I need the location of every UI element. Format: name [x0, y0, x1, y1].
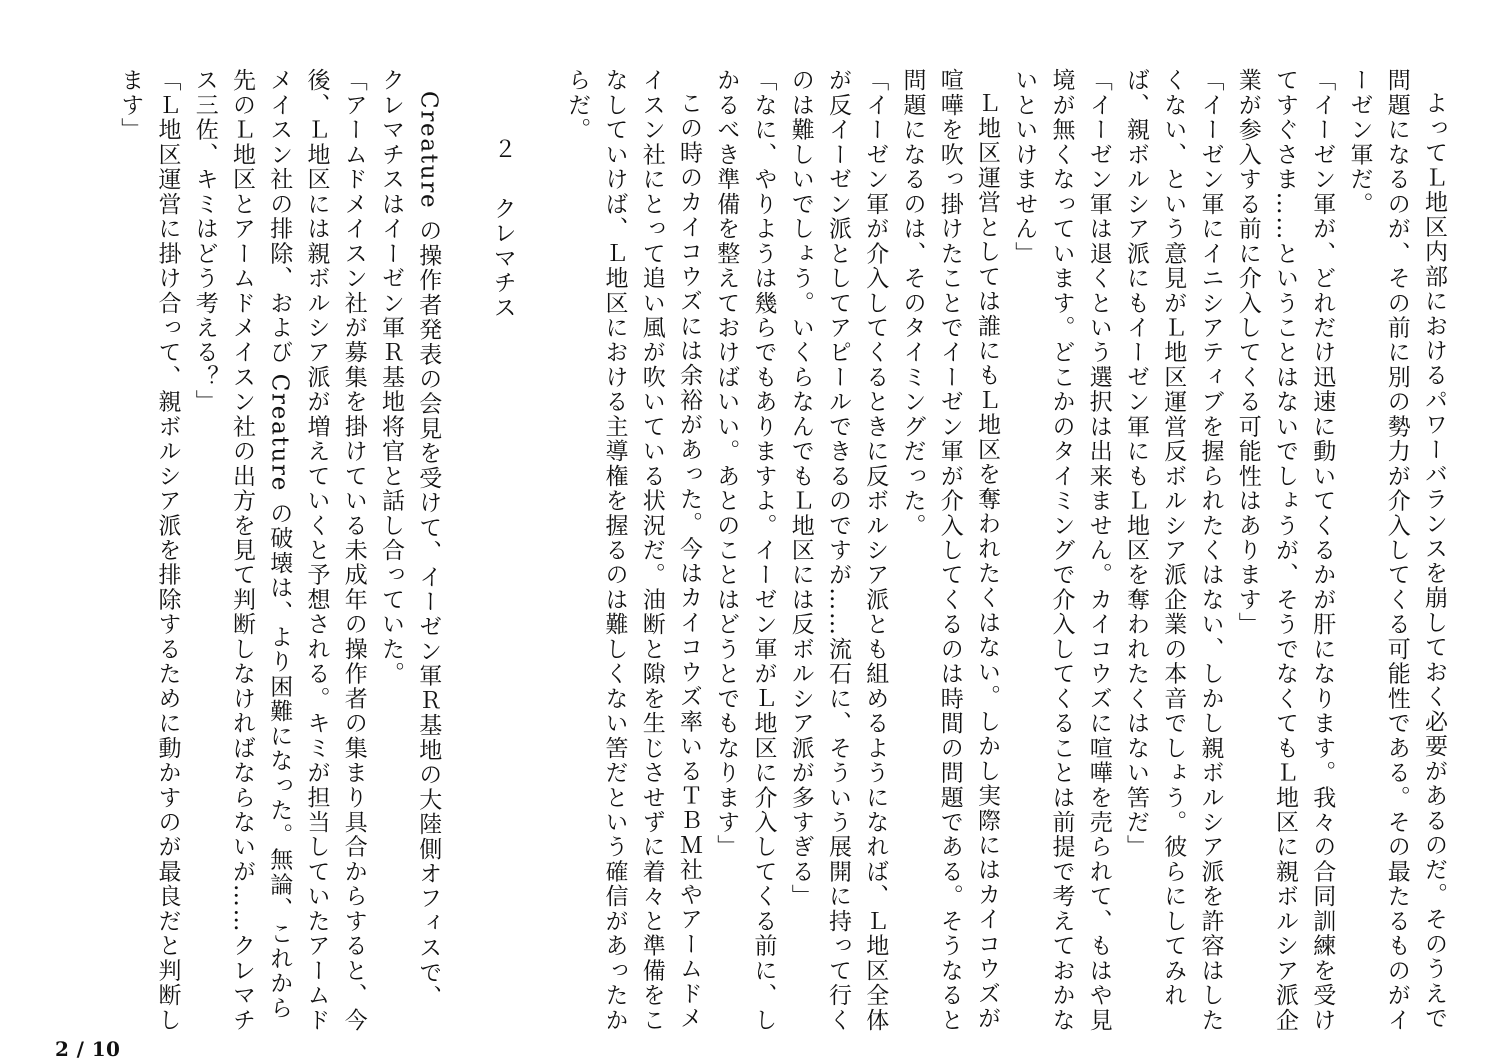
chapter-number: ２ [489, 137, 516, 162]
chapter-title: クレマチス [489, 196, 516, 320]
document-body [52, 68, 1452, 1033]
dialogue-paragraph: 「イーゼン軍は退くという選択は出来ません。カイコウズに喧嘩を売られて、もはや見境が無くなっています。どこかのタイミングで介入してくることは前提で考えておかないといけません」 [1011, 68, 1112, 1033]
dialogue-paragraph: 「アームドメイスン社が募集を掛けている未成年の操作者の集まり具合からすると、今後、Ｌ地区には親ボルシア派が増えていくと予想される。キミが担当していたアームドメイスン社の排除、および Creature の破壊は、より困難になった。無論、これから先のＬ地区とアームドメイスン社の出方を見て判断しなければならないが……クレマチス三佐、キミはどう考える？」 [191, 68, 367, 1033]
dialogue-paragraph: 「イーゼン軍が介入してくるときに反ボルシア派とも組めるようになれば、Ｌ地区全体が反イーゼン派としてアピールできるのですが……流石に、そういう展開に持って行くのは難しいでしょう。いくらなんでもＬ地区には反ボルシア派が多すぎる」 [787, 68, 889, 1033]
blank-line [521, 68, 558, 1033]
blank-line [446, 68, 483, 1033]
paragraph: この時のカイコウズには余裕があった。今はカイコウズ率いるＴＢＭ社やアームドメイスン社にとって追い風が吹いている状況だ。油断と隙を生じさせずに着々と準備をこなしていけば、Ｌ地区における主導権を握るのは難しくない筈だという確信があったからだ。 [564, 68, 702, 1033]
dialogue-paragraph: 「なに、やりようは幾らでもありますよ。イーゼン軍がＬ地区に介入してくる前に、しかるべき準備を整えておけばいい。あとのことはどうとでもなります」 [713, 68, 777, 1033]
dialogue-paragraph: 「イーゼン軍が、どれだけ迅速に動いてくるかが肝になります。我々の合同訓練を受けてすぐさま……ということはないでしょうが、そうでなくてもＬ地区に親ボルシア派企業が参入する前に介入してくる可能性はあります」 [1234, 68, 1336, 1033]
chapter-heading [484, 68, 521, 1033]
paragraph: Ｌ地区運営としては誰にもＬ地区を奪われたくはない。しかし実際にはカイコウズが喧嘩を吹っ掛けたことでイーゼン軍が介入してくるのは時間の問題である。そうなると問題になるのは、そのタイミングだった。 [899, 68, 1000, 1033]
dialogue-paragraph: 「イーゼン軍にイニシアティブを握られたくはない、しかし親ボルシア派を許容はしたくない、という意見がＬ地区運営反ボルシア派企業の本音でしょう。彼らにしてみれば、親ボルシア派にもイーゼン軍にもＬ地区を奪われたくはない筈だ」 [1123, 68, 1224, 1033]
paragraph: Creature の操作者発表の会見を受けて、イーゼン軍Ｒ基地の大陸側オフィスで、クレマチスはイーゼン軍Ｒ基地将官と話し合っていた。 [378, 68, 442, 1010]
page-number: 2 / 10 [55, 1037, 121, 1061]
paragraph: よってＬ地区内部におけるパワーバランスを崩しておく必要があるのだ。そのうえで問題になるのが、その前に別の勢力が介入してくる可能性である。その最たるものがイーゼン軍だ。 [1346, 68, 1447, 1033]
dialogue-paragraph: 「Ｌ地区運営に掛け合って、親ボルシア派を排除するために動かすのが最良だと判断します」 [117, 68, 181, 1033]
